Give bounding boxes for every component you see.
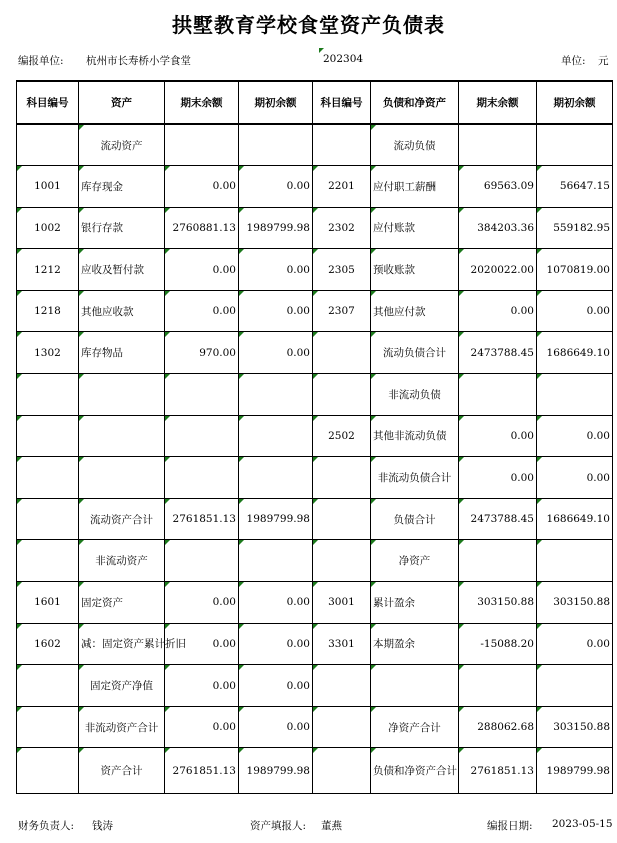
cell-asset-code [17, 415, 79, 457]
cell-asset-end: 0.00 [165, 665, 239, 707]
table-row [17, 623, 613, 665]
cell-asset-end [165, 374, 239, 416]
cell-liab-code [313, 706, 371, 748]
table-row [17, 665, 613, 707]
table-row [17, 457, 613, 499]
cell-asset-begin: 1989799.98 [239, 207, 313, 249]
cell-asset-code [17, 457, 79, 499]
cell-asset-code: 1001 [17, 166, 79, 208]
cell-liab-name: 净资产 [371, 540, 459, 582]
cell-asset-name: 流动资产合计 [79, 498, 165, 540]
cell-asset-name [79, 415, 165, 457]
cell-liab-begin [537, 540, 613, 582]
cell-asset-code [17, 124, 79, 166]
cell-asset-code [17, 540, 79, 582]
cell-asset-code: 1602 [17, 623, 79, 665]
cell-asset-code [17, 374, 79, 416]
cell-asset-begin: 0.00 [239, 332, 313, 374]
cell-liab-code [313, 498, 371, 540]
cell-liab-end: 69563.09 [459, 166, 537, 208]
table-row [17, 582, 613, 624]
cell-asset-name: 减：固定资产累计折旧 [79, 623, 165, 665]
cell-asset-begin: 0.00 [239, 665, 313, 707]
cell-liab-code [313, 374, 371, 416]
cell-asset-name [79, 374, 165, 416]
col-header-liab-end: 期末余额 [459, 81, 537, 124]
cell-asset-end: 0.00 [165, 582, 239, 624]
cell-asset-end: 2761851.13 [165, 498, 239, 540]
col-header-asset-begin: 期初余额 [239, 81, 313, 124]
cell-liab-end: 0.00 [459, 457, 537, 499]
cell-asset-begin [239, 415, 313, 457]
cell-liab-end: 303150.88 [459, 582, 537, 624]
cell-liab-end: 288062.68 [459, 706, 537, 748]
cell-liab-begin: 1686649.10 [537, 498, 613, 540]
cell-liab-begin: 1989799.98 [537, 748, 613, 794]
cell-asset-name: 银行存款 [79, 207, 165, 249]
table-row [17, 332, 613, 374]
table-row [17, 124, 613, 166]
cell-liab-name: 非流动负债 [371, 374, 459, 416]
cell-asset-begin [239, 124, 313, 166]
cell-asset-code: 1212 [17, 249, 79, 291]
table-row [17, 374, 613, 416]
cell-asset-begin: 0.00 [239, 166, 313, 208]
cell-asset-code: 1302 [17, 332, 79, 374]
cell-liab-end: 2473788.45 [459, 332, 537, 374]
cell-asset-name: 非流动资产合计 [79, 706, 165, 748]
cell-liab-end: 0.00 [459, 290, 537, 332]
col-header-liability: 负债和净资产 [371, 81, 459, 124]
cell-asset-end: 0.00 [165, 249, 239, 291]
cell-asset-begin [239, 457, 313, 499]
cell-liab-code: 2302 [313, 207, 371, 249]
cell-asset-end: 970.00 [165, 332, 239, 374]
cell-liab-begin: 303150.88 [537, 706, 613, 748]
cell-liab-end [459, 665, 537, 707]
currency-label: 单位: [561, 55, 586, 67]
cell-liab-end: -15088.20 [459, 623, 537, 665]
table-row [17, 249, 613, 291]
cell-liab-name: 流动负债 [371, 124, 459, 166]
cell-liab-end: 0.00 [459, 415, 537, 457]
table-row [17, 166, 613, 208]
cell-liab-begin: 56647.15 [537, 166, 613, 208]
cell-liab-begin: 1070819.00 [537, 249, 613, 291]
cell-asset-end: 0.00 [165, 623, 239, 665]
cell-asset-end: 0.00 [165, 290, 239, 332]
cell-liab-name: 其他非流动负债 [371, 415, 459, 457]
cell-liab-name: 负债和净资产合计 [371, 748, 459, 794]
col-header-asset-end: 期末余额 [165, 81, 239, 124]
table-row [17, 498, 613, 540]
cell-asset-begin: 0.00 [239, 582, 313, 624]
cell-liab-begin: 0.00 [537, 623, 613, 665]
cell-asset-end: 0.00 [165, 166, 239, 208]
cell-liab-end [459, 374, 537, 416]
col-header-asset: 资产 [79, 81, 165, 124]
cell-liab-name: 流动负债合计 [371, 332, 459, 374]
cell-asset-code: 1601 [17, 582, 79, 624]
cell-asset-code [17, 665, 79, 707]
cell-liab-name: 非流动负债合计 [371, 457, 459, 499]
cell-liab-begin [537, 374, 613, 416]
cell-asset-begin: 0.00 [239, 290, 313, 332]
cell-liab-begin: 0.00 [537, 457, 613, 499]
report-title: 拱墅教育学校食堂资产负债表 [172, 13, 445, 37]
cell-liab-begin: 1686649.10 [537, 332, 613, 374]
cell-liab-name: 应付职工薪酬 [371, 166, 459, 208]
cell-liab-code: 3301 [313, 623, 371, 665]
report-date: 2023-05-15 [552, 818, 613, 830]
cell-asset-code [17, 748, 79, 794]
cell-liab-code: 2305 [313, 249, 371, 291]
cell-asset-end: 2760881.13 [165, 207, 239, 249]
cell-asset-name: 库存物品 [79, 332, 165, 374]
table-row [17, 290, 613, 332]
cell-asset-name: 非流动资产 [79, 540, 165, 582]
cell-liab-name [371, 665, 459, 707]
cell-liab-begin: 559182.95 [537, 207, 613, 249]
cell-liab-end: 2020022.00 [459, 249, 537, 291]
unit-label: 编报单位: [18, 55, 64, 67]
date-label: 编报日期: [487, 820, 533, 832]
cell-liab-end: 384203.36 [459, 207, 537, 249]
cell-liab-code: 2201 [313, 166, 371, 208]
cell-liab-name: 其他应付款 [371, 290, 459, 332]
cell-liab-name: 应付账款 [371, 207, 459, 249]
cell-liab-begin [537, 124, 613, 166]
finance-label: 财务负责人: [18, 820, 75, 832]
cell-liab-code: 2502 [313, 415, 371, 457]
report-period: 202304 [323, 53, 364, 65]
cell-liab-name: 本期盈余 [371, 623, 459, 665]
cell-asset-name: 其他应收款 [79, 290, 165, 332]
cell-asset-begin [239, 374, 313, 416]
cell-asset-name: 资产合计 [79, 748, 165, 794]
cell-asset-begin: 1989799.98 [239, 498, 313, 540]
cell-asset-name: 流动资产 [79, 124, 165, 166]
cell-liab-name: 累计盈余 [371, 582, 459, 624]
cell-liab-end: 2473788.45 [459, 498, 537, 540]
cell-asset-begin [239, 540, 313, 582]
currency-unit: 元 [598, 55, 609, 67]
cell-asset-code [17, 706, 79, 748]
cell-asset-name [79, 457, 165, 499]
cell-liab-code [313, 665, 371, 707]
cell-asset-name: 固定资产净值 [79, 665, 165, 707]
cell-liab-code: 3001 [313, 582, 371, 624]
table-row [17, 540, 613, 582]
cell-asset-code: 1218 [17, 290, 79, 332]
cell-asset-code [17, 498, 79, 540]
cell-liab-name: 负债合计 [371, 498, 459, 540]
col-header-asset-code: 科目编号 [17, 81, 79, 124]
cell-asset-begin: 0.00 [239, 706, 313, 748]
cell-asset-end: 2761851.13 [165, 748, 239, 794]
table-row [17, 207, 613, 249]
cell-asset-name: 固定资产 [79, 582, 165, 624]
filler-label: 资产填报人: [250, 820, 307, 832]
cell-asset-begin: 1989799.98 [239, 748, 313, 794]
balance-sheet-table [16, 80, 613, 794]
cell-asset-name: 应收及暂付款 [79, 249, 165, 291]
header-row [17, 81, 613, 124]
cell-asset-begin: 0.00 [239, 623, 313, 665]
table-row [17, 748, 613, 794]
table-row [17, 415, 613, 457]
col-header-liab-begin: 期初余额 [537, 81, 613, 124]
cell-asset-name: 库存现金 [79, 166, 165, 208]
filler-name: 董燕 [321, 820, 342, 832]
cell-asset-end [165, 540, 239, 582]
cell-asset-end [165, 415, 239, 457]
cell-asset-begin: 0.00 [239, 249, 313, 291]
cell-liab-end [459, 540, 537, 582]
cell-liab-code [313, 748, 371, 794]
cell-liab-name: 净资产合计 [371, 706, 459, 748]
cell-liab-code [313, 332, 371, 374]
col-header-liab-code: 科目编号 [313, 81, 371, 124]
unit-name: 杭州市长寿桥小学食堂 [86, 55, 191, 67]
cell-liab-code [313, 457, 371, 499]
cell-liab-begin: 0.00 [537, 415, 613, 457]
cell-liab-code [313, 540, 371, 582]
cell-liab-end: 2761851.13 [459, 748, 537, 794]
cell-asset-code: 1002 [17, 207, 79, 249]
cell-liab-begin [537, 665, 613, 707]
finance-name: 钱涛 [92, 820, 113, 832]
cell-liab-code [313, 124, 371, 166]
cell-liab-begin: 303150.88 [537, 582, 613, 624]
cell-liab-begin: 0.00 [537, 290, 613, 332]
cell-liab-name: 预收账款 [371, 249, 459, 291]
table-row [17, 706, 613, 748]
cell-liab-end [459, 124, 537, 166]
cell-asset-end [165, 457, 239, 499]
cell-liab-code: 2307 [313, 290, 371, 332]
cell-asset-end: 0.00 [165, 706, 239, 748]
cell-asset-end [165, 124, 239, 166]
